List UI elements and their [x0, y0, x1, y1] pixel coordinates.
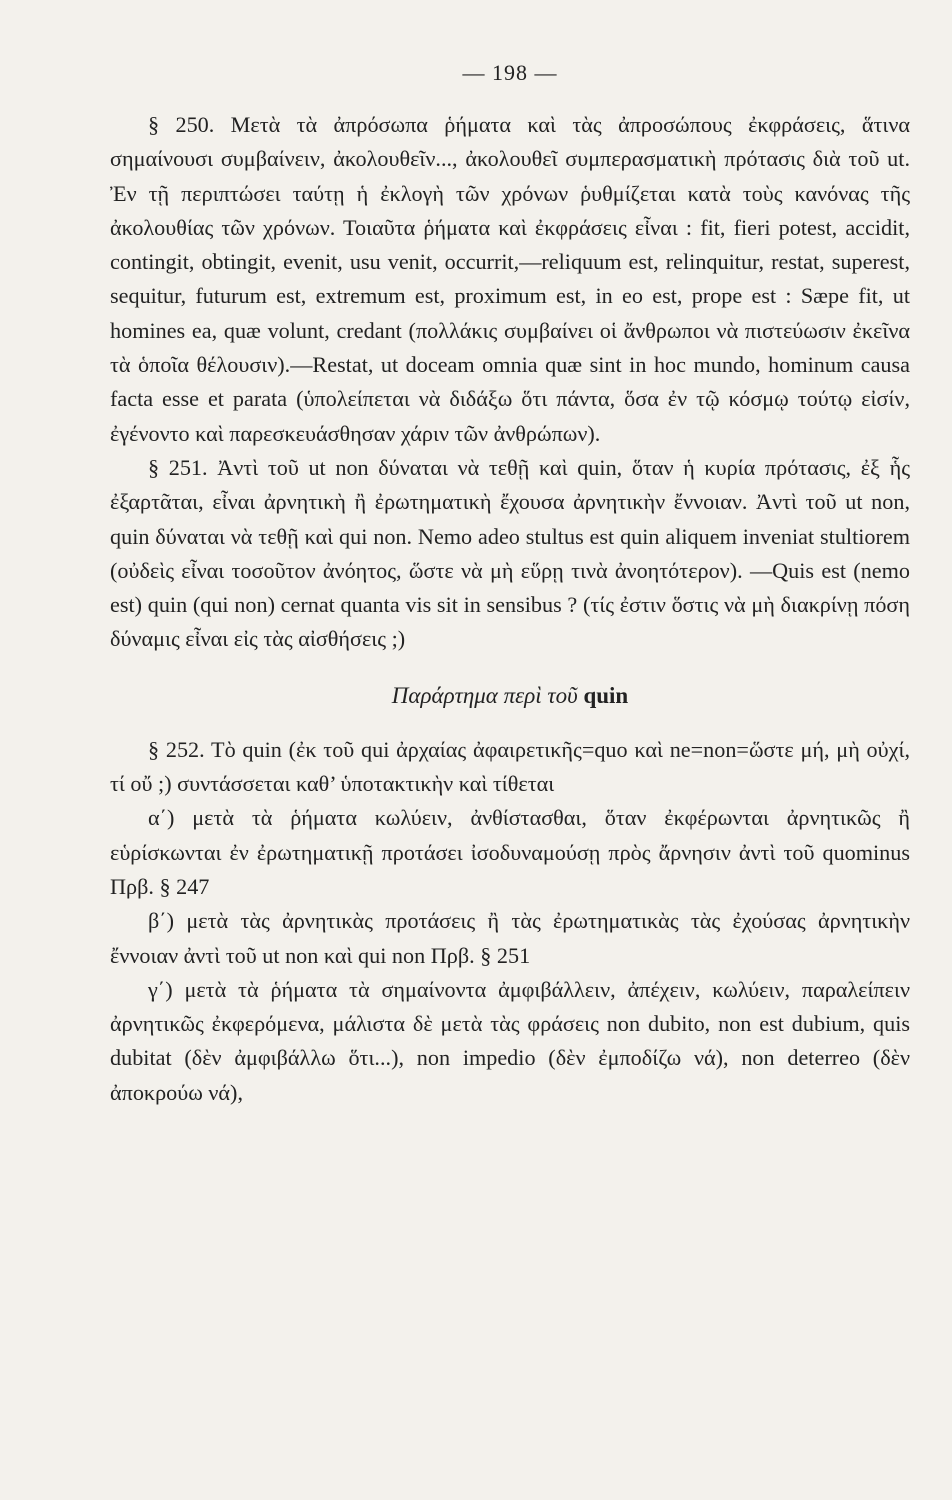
- list-item-beta: β΄) μετὰ τὰς ἀρνητικὰς προτάσεις ἢ τὰς ἐρωτηματικὰς τὰς ἐχούσας ἀρνητικὴν ἔννοιαν ἀντὶ τοῦ ut non καὶ qui non Πρβ. § 251: [110, 908, 910, 968]
- paragraph-252: § 252. Τὸ quin (ἐκ τοῦ qui ἀρχαίας ἀφαιρετικῆς=quo καὶ ne=non=ὥστε μή, μὴ οὐχί, τί οὔ ;) συντάσσεται καθ’ ὑποτακτικὴν καὶ τίθεται: [110, 736, 910, 797]
- list-item-gamma: γ΄) μετὰ τὰ ῥήματα τὰ σημαίνοντα ἀμφιβάλλειν, ἀπέχειν, κωλύειν, παραλείπειν ἀρνητικῶς ἐκφερόμενα, μάλιστα δὲ μετὰ τὰς φράσεις non dubito, non est dubium, quis dubitat (δὲν ἀμφιβάλλω ὅτι...), non impedio (δὲν ἐμποδίζω νά), non deterreo (δὲν ἀποκρούω νά),: [110, 976, 910, 1105]
- heading-greek: Παράρτημα περὶ τοῦ: [391, 682, 578, 708]
- heading-latin: quin: [583, 682, 629, 708]
- document-page: [110, 60, 910, 1110]
- section-heading: [110, 683, 910, 709]
- paragraph-250: § 250. Μετὰ τὰ ἀπρόσωπα ῥήματα καὶ τὰς ἀπροσώπους ἐκφράσεις, ἅτινα σημαίνουσι συμβαίνειν, ἀκολουθεῖν..., ἀκολουθεῖ συμπερασματικὴ πρότασις διὰ τοῦ ut. Ἐν τῇ περιπτώσει ταύτῃ ἡ ἐκλογὴ τῶν χρόνων ῥυθμίζεται κατὰ τοὺς κανόνας τῆς ἀκολουθίας τῶν χρόνων. Τοιαῦτα ῥήματα καὶ ἐκφράσεις εἶναι : fit, fieri potest, accidit, contingit, obtingit, evenit, usu venit, occurrit,—reliquum est, relinquitur, restat, superest, sequitur, futurum est, extremum est, proximum est, in eo est, prope est : Sæpe fit, ut homines ea, quæ volunt, credant (πολλάκις συμβαίνει οἱ ἄνθρωποι νὰ πιστεύωσιν ἐκεῖνα τὰ ὁποῖα θέλουσιν).—Restat, ut doceam omnia quæ sint in hoc mundo, hominum causa facta esse et parata (ὑπολείπεται νὰ διδάξω ὅτι πάντα, ὅσα ἐν τῷ κόσμῳ τούτῳ εἰσίν, ἐγένοντο καὶ παρεσκευάσθησαν χάριν τῶν ἀνθρώπων).: [110, 112, 910, 446]
- page-number: — 198 —: [462, 60, 558, 85]
- paragraph-251: § 251. Ἀντὶ τοῦ ut non δύναται νὰ τεθῇ καὶ quin, ὅταν ἡ κυρία πρότασις, ἐξ ἧς ἐξαρτᾶται, εἶναι ἀρνητικὴ ἢ ἐρωτηματικὴ ἔχουσα ἀρνητικὴν ἔννοιαν. Ἀντὶ τοῦ ut non, quin δύναται νὰ τεθῇ καὶ qui non. Nemo adeo stultus est quin aliquem inveniat stultiorem (οὐδεὶς εἶναι τοσοῦτον ἀνόητος, ὥστε νὰ μὴ εὕρῃ τινὰ ἀνοητότερον). —Quis est (nemo est) quin (qui non) cernat quanta vis sit in sensibus ? (τίς ἐστιν ὅστις νὰ μὴ διακρίνῃ πόση δύναμις εἶναι εἰς τὰς αἰσθήσεις ;): [110, 454, 910, 652]
- list-item-alpha: α΄) μετὰ τὰ ῥήματα κωλύειν, ἀνθίστασθαι, ὅταν ἐκφέρωνται ἀρνητικῶς ἢ εὑρίσκωνται ἐν ἐρωτηματικῇ προτάσει ἰσοδυναμούσῃ πρὸς ἄρνησιν ἀντὶ τοῦ quominus Πρβ. § 247: [110, 805, 910, 899]
